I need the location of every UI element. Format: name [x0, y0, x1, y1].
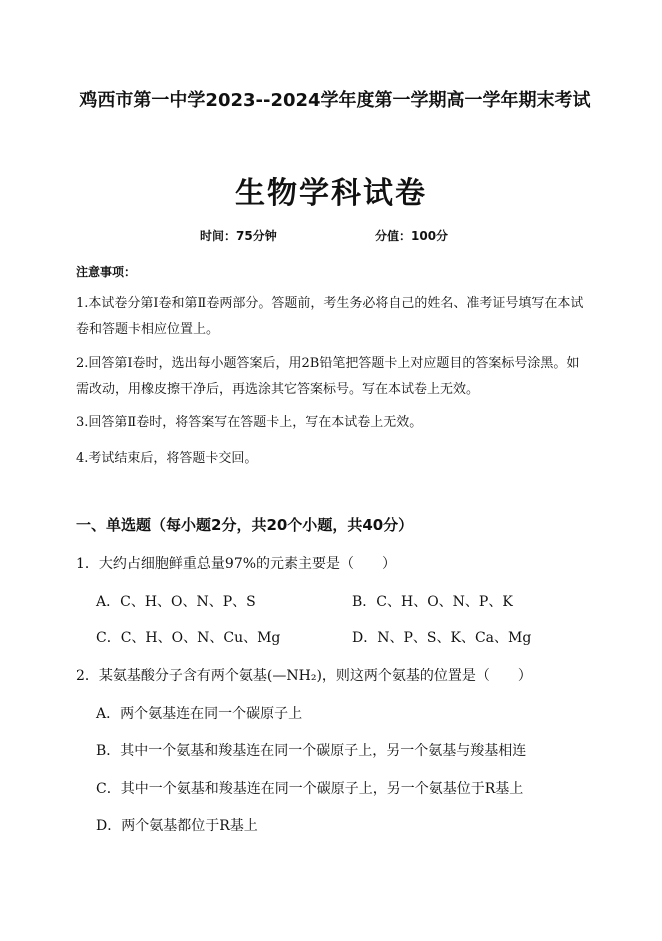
- question-option: D．N、P、S、K、Ca、Mg: [352, 630, 532, 646]
- notice-item: 4.考试结束后，将答题卡交回。: [76, 451, 258, 466]
- question-option: A．C、H、O、N、P、S: [96, 594, 256, 610]
- notice-heading: 注意事项：: [76, 265, 137, 279]
- question-stem: 1．大约占细胞鲜重总量97%的元素主要是（ ）: [76, 556, 397, 572]
- exam-score: 分值：100分: [375, 229, 449, 243]
- question-option: A．两个氨基连在同一个碳原子上: [96, 706, 303, 722]
- notice-item: 2.回答第Ⅰ卷时，选出每小题答案后，用2B铅笔把答题卡上对应题目的答案标号涂黑。如需改动，用橡皮擦干净后，再选涂其它答案标号。写在本试卷上无效。: [76, 356, 580, 397]
- question-option: C．C、H、O、N、Cu、Mg: [96, 630, 281, 646]
- exam-title: 鸡西市第一中学2023--2024学年度第一学期高一学年期末考试: [79, 90, 591, 111]
- notice-item: 1.本试卷分第Ⅰ卷和第Ⅱ卷两部分。答题前，考生务必将自己的姓名、准考证号填写在本试卷和答题卡相应位置上。: [76, 296, 584, 337]
- notice-item: 3.回答第Ⅱ卷时，将答案写在答题卡上，写在本试卷上无效。: [76, 415, 423, 430]
- exam-time: 时间：75分钟: [200, 229, 277, 243]
- question-option: B．其中一个氨基和羧基连在同一个碳原子上，另一个氨基与羧基相连: [96, 743, 527, 759]
- question-option: C．其中一个氨基和羧基连在同一个碳原子上，另一个氨基位于R基上: [96, 781, 524, 797]
- question-option: D．两个氨基都位于R基上: [96, 818, 258, 834]
- subject-title: 生物学科试卷: [235, 176, 427, 211]
- question-stem: 2．某氨基酸分子含有两个氨基(—NH₂)，则这两个氨基的位置是（ ）: [76, 668, 532, 684]
- question-option: B．C、H、O、N、P、K: [352, 594, 513, 610]
- section-heading: 一、单选题（每小题2分，共20个小题，共40分）: [76, 516, 414, 534]
